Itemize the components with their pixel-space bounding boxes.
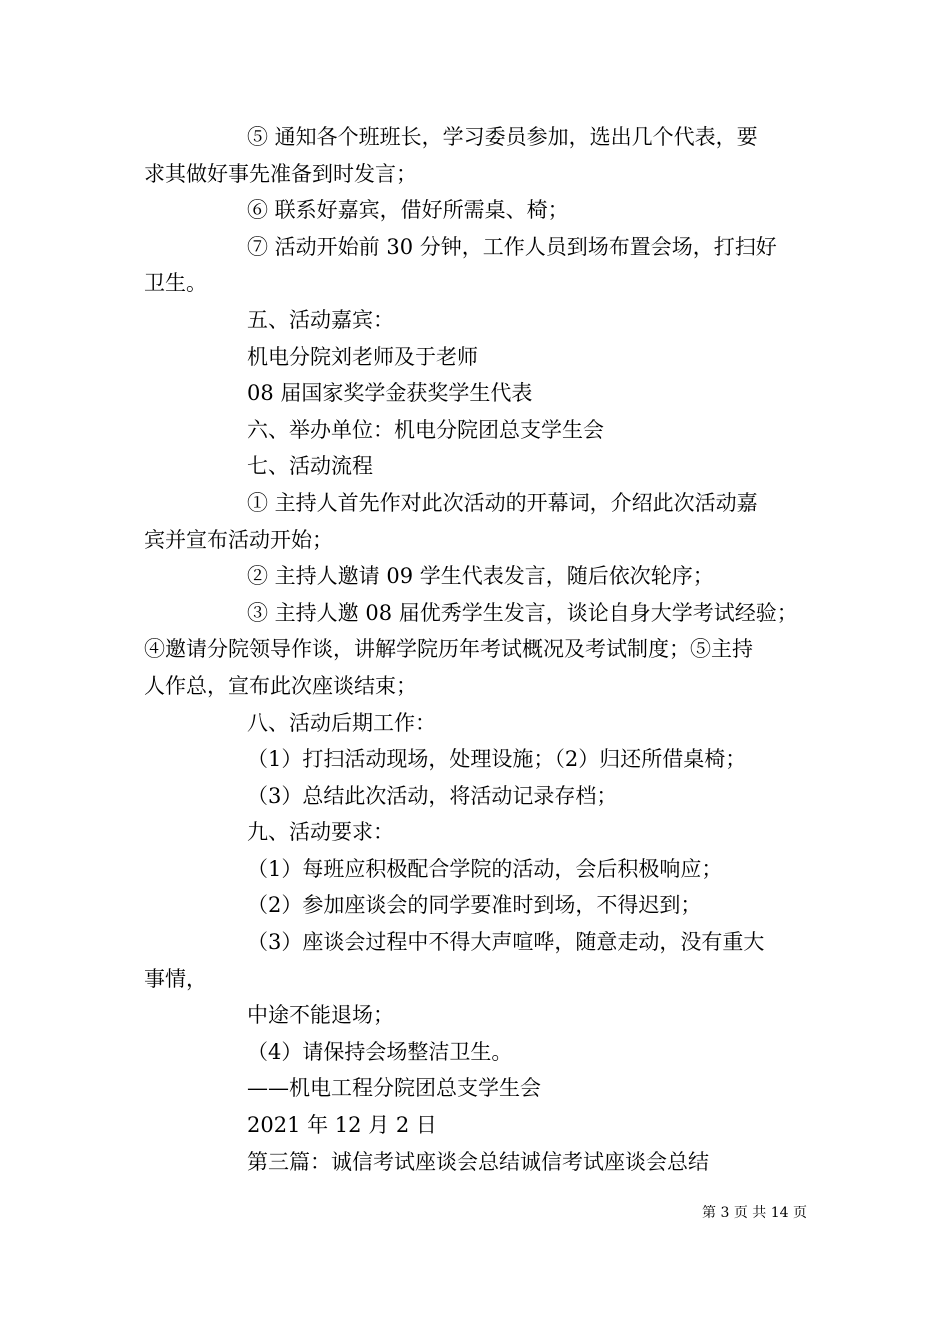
signature-line: ——机电工程分院团总支学生会 — [247, 1076, 541, 1101]
text-line: （3）座谈会过程中不得大声喧哗，随意走动，没有重大 — [247, 930, 765, 955]
text-line: 事情， — [144, 966, 207, 991]
text-line: ④邀请分院领导作谈，讲解学院历年考试概况及考试制度；⑤主持 — [144, 637, 753, 662]
text-line: ⑤ 通知各个班班长，学习委员参加，选出几个代表，要 — [247, 125, 758, 149]
text-line: 求其做好事先准备到时发言； — [144, 161, 417, 186]
text-line: 机电分院刘老师及于老师 — [247, 344, 478, 369]
text-line: ③ 主持人邀 08 届优秀学生发言，谈论自身大学考试经验； — [247, 600, 798, 625]
text-line: ① 主持人首先作对此次活动的开幕词，介绍此次活动嘉 — [247, 490, 758, 515]
section-heading: 六、举办单位：机电分院团总支学生会 — [247, 417, 604, 442]
text-line: ⑥ 联系好嘉宾，借好所需桌、椅； — [247, 198, 569, 223]
section-heading: 七、活动流程 — [247, 454, 373, 479]
section-heading: 五、活动嘉宾： — [247, 307, 394, 332]
text-line: （1）打扫活动现场，处理设施；（2）归还所借桌椅； — [247, 747, 747, 772]
text-line: 人作总，宣布此次座谈结束； — [144, 673, 417, 698]
section-heading: 第三篇：诚信考试座谈会总结诚信考试座谈会总结 — [247, 1149, 709, 1174]
text-line: 卫生。 — [144, 271, 207, 296]
text-line: 08 届国家奖学金获奖学生代表 — [247, 381, 533, 406]
text-line: （2）参加座谈会的同学要准时到场，不得迟到； — [247, 893, 702, 918]
text-line: （1）每班应积极配合学院的活动，会后积极响应； — [247, 856, 723, 881]
document-body — [144, 119, 809, 1180]
section-heading: 八、活动后期工作： — [247, 710, 436, 735]
text-line: 中途不能退场； — [247, 1003, 394, 1028]
section-heading: 九、活动要求： — [247, 820, 394, 845]
page-number: 第 3 页 共 14 页 — [702, 1205, 807, 1221]
text-line: （4）请保持会场整洁卫生。 — [247, 1039, 513, 1064]
text-line: 宾并宣布活动开始； — [144, 527, 333, 552]
text-line: ⑦ 活动开始前 30 分钟，工作人员到场布置会场，打扫好 — [247, 234, 777, 259]
text-line: （3）总结此次活动，将活动记录存档； — [247, 783, 618, 808]
date-line: 2021 年 12 月 2 日 — [247, 1113, 437, 1138]
text-line: ② 主持人邀请 09 学生代表发言，随后依次轮序； — [247, 564, 714, 589]
